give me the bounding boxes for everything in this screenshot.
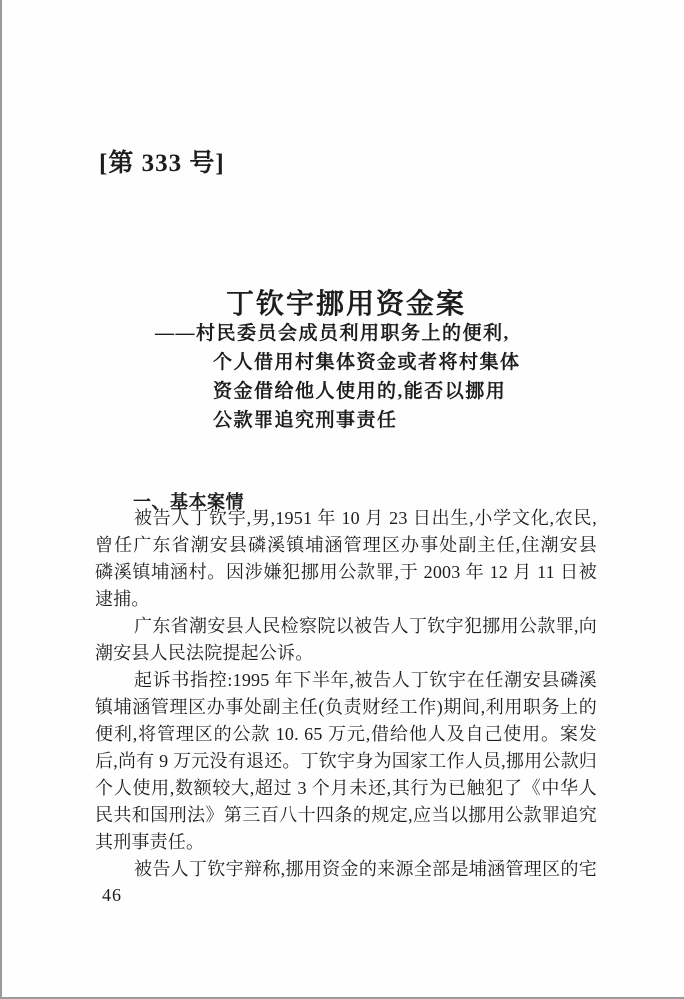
body-line: 起诉书指控:1995 年下半年,被告人丁钦宇在任潮安县磷溪 <box>134 670 597 690</box>
page-number: 46 <box>102 885 122 905</box>
body-line: 广东省潮安县人民检察院以被告人丁钦宇犯挪用公款罪,向 <box>134 616 597 636</box>
section-heading-basic-facts: 一、基本案情 <box>133 492 244 512</box>
scan-edge-left <box>0 0 2 999</box>
subtitle-line: 公款罪追究刑事责任 <box>213 410 398 431</box>
case-number: [第 333 号] <box>99 150 225 177</box>
body-line: 被告人丁钦宇,男,1951 年 10 月 23 日出生,小学文化,农民, <box>134 508 597 528</box>
body-line: 民共和国刑法》第三百八十四条的规定,应当以挪用公款罪追究 <box>95 805 597 825</box>
body-text <box>95 505 597 883</box>
body-line: 被告人丁钦宇辩称,挪用资金的来源全部是埔涵管理区的宅 <box>134 859 597 879</box>
body-line: 磷溪镇埔涵村。因涉嫌犯挪用公款罪,于 2003 年 12 月 11 日被 <box>95 562 597 582</box>
subtitle-line: 资金借给他人使用的,能否以挪用 <box>213 381 507 402</box>
body-line: 便利,将管理区的公款 10. 65 万元,借给他人及自己使用。案发 <box>95 724 597 744</box>
subtitle-line: 个人借用村集体资金或者将村集体 <box>213 352 521 373</box>
subtitle-line: ——村民委员会成员利用职务上的便利, <box>155 323 510 344</box>
subtitle <box>155 319 521 435</box>
body-line: 镇埔涵管理区办事处副主任(负责财经工作)期间,利用职务上的 <box>95 697 597 717</box>
body-line: 曾任广东省潮安县磷溪镇埔涵管理区办事处副主任,住潮安县 <box>95 535 597 555</box>
body-line: 逮捕。 <box>95 589 150 609</box>
case-title: 丁钦宇挪用资金案 <box>225 289 466 320</box>
body-line: 个人使用,数额较大,超过 3 个月未还,其行为已触犯了《中华人 <box>95 778 597 798</box>
body-line: 后,尚有 9 万元没有退还。丁钦宇身为国家工作人员,挪用公款归 <box>95 751 597 771</box>
body-line: 潮安县人民法院提起公诉。 <box>95 643 314 663</box>
body-line: 其刑事责任。 <box>95 832 205 852</box>
